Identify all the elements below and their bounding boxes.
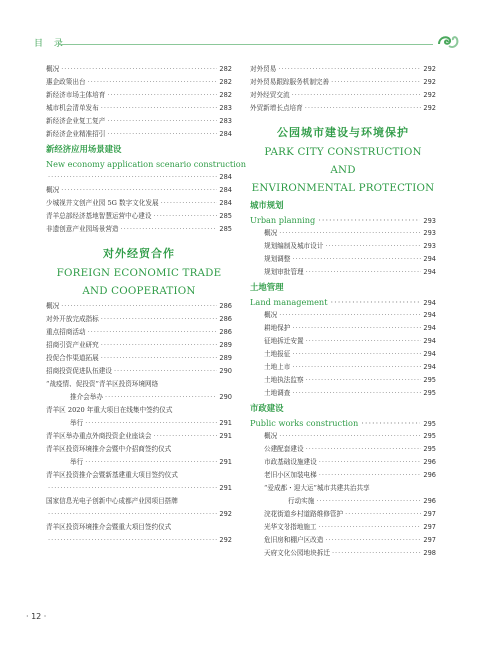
entry-title: 概况 [264,432,278,440]
toc-entry [250,102,436,115]
toc-entry [250,547,436,560]
toc-entry [46,63,232,76]
toc-entry [46,313,232,326]
dot-leader [278,63,421,76]
dot-leader [319,456,422,469]
header-rule [58,44,433,45]
dot-leader [85,417,217,430]
page-ref: 289 [219,341,232,349]
dot-leader [61,63,217,76]
toc-entry [46,223,232,236]
entry-title: 土地上市 [264,363,291,371]
entry-title: 新经济企业精准招引 [46,130,106,138]
entry-title: 招商引资产业研究 [46,341,99,349]
section-heading-en [250,416,436,430]
toc-entry [250,348,436,361]
page-ref: 292 [423,91,436,99]
dot-leader [114,365,217,378]
toc-entry [46,102,232,115]
chapter-title: 公园城市建设与环境保护 [277,126,409,139]
entry-title: 投促合作渠道拓展 [46,354,99,362]
page-ref: 296 [423,497,436,505]
toc-entry [46,115,232,128]
toc-entry: “爱成都・迎大运”城市共建共治共享 [264,484,370,492]
dot-leader [306,443,422,456]
dot-leader [325,240,421,253]
section-heading: 土地管理 [250,282,284,292]
toc-entry [250,253,436,266]
page-ref: 282 [219,78,232,86]
page-ref: 294 [423,363,436,371]
page-ref: 290 [219,393,232,401]
page-ref: 295 [423,389,436,397]
entry-title: 概况 [46,65,60,73]
chapter-title-en: FOREIGN ECONOMIC TRADE [56,267,222,279]
toc-entry-continuation [46,508,232,521]
toc-entry [46,89,232,102]
entry-title: 对外贸易跟踪服务机制完善 [250,78,330,86]
toc-entry: 青羊区投资环境推介会暨中介招商签约仪式 [46,445,172,453]
dot-leader [331,76,421,89]
dot-leader [331,295,421,309]
toc-entry: 青羊区 2020 年重大项目在线集中签约仪式 [46,406,173,414]
toc-entry [250,63,436,76]
dot-leader [319,521,422,534]
toc-entry: 青羊区投资环境推介会暨重大项目签约仪式 [46,523,172,531]
entry-title: 城市机会清单发布 [46,104,99,112]
chapter-title-en: PARK CITY CONSTRUCTION AND [264,146,422,176]
toc-entry: 青羊区投资推介会暨新基建重大项目签约仪式 [46,471,178,479]
entry-title: 对外开放完成指标 [46,315,99,323]
toc-column-right [250,63,436,560]
toc-entry [46,326,232,339]
entry-title: Urban planning [250,215,316,225]
entry-title: 规划调整 [264,255,291,263]
toc-entry [46,210,232,223]
dot-leader [292,348,421,361]
toc-entry [46,456,232,469]
page-ref: 286 [219,315,232,323]
toc-entry [250,456,436,469]
toc-entry [250,374,436,387]
toc-entry [46,352,232,365]
page-ref: 291 [219,419,232,427]
toc-entry [250,443,436,456]
entry-title: 举行 [70,419,84,427]
dot-leader [88,326,218,339]
entry-title: 市政基础设施建设 [264,458,317,466]
dot-leader [61,184,217,197]
page-ref: 282 [219,91,232,99]
entry-title: 概况 [46,186,60,194]
page-ref: 295 [423,432,436,440]
dot-leader [361,416,420,430]
dot-leader [154,430,218,443]
section-heading: 市政建设 [250,403,284,413]
dot-leader [85,456,217,469]
dot-leader [292,387,421,400]
page-ref: 294 [423,324,436,332]
dot-leader [107,128,217,141]
header-label: 目 录 [34,39,67,49]
toc-entry [250,266,436,279]
entry-title: 少城视井文创产业园 5G 数字文化发展 [46,199,159,207]
page-ref: 284 [219,173,232,181]
page-ref: 294 [423,311,436,319]
toc-entry-continuation [46,482,232,495]
page-ref: 283 [219,117,232,125]
page-ref: 292 [423,65,436,73]
entry-title: 惠企政策出台 [46,78,86,86]
section-heading: 新经济应用场景建设 [46,144,122,154]
dot-leader [61,300,217,313]
dot-leader [154,210,218,223]
entry-title: 征地拆迁安置 [264,337,304,345]
toc-entry [46,184,232,197]
page-ref: 296 [423,471,436,479]
entry-title: 概况 [46,302,60,310]
toc-entry [46,430,232,443]
page-ref: 293 [423,229,436,237]
section-heading-en [250,295,436,309]
section-heading: 城市规划 [250,200,284,210]
dot-leader [325,534,421,547]
entry-title: 光华文창指地施工 [264,523,317,531]
toc-entry [250,495,436,508]
entry-title: 概况 [264,311,278,319]
page-ref: 297 [423,523,436,531]
toc-entry [46,365,232,378]
dot-leader [48,508,217,521]
entry-title: 土地调查 [264,389,291,397]
dot-leader [279,309,421,322]
entry-title: 非遗创意产业园场景营造 [46,225,119,233]
chapter-title: 对外经贸合作 [103,247,175,260]
page-number: · 12 · [26,612,47,621]
swirl-logo-icon [436,32,460,52]
page-ref: 295 [423,445,436,453]
page-ref: 282 [219,65,232,73]
page-ref: 294 [423,299,436,307]
toc-entry: 国家信息光电子创新中心成都产业园项目搭牌 [46,497,178,505]
toc-entry [250,322,436,335]
toc-entry [250,309,436,322]
entry-title: 规划审批管理 [264,268,304,276]
entry-title: 青羊总部经济基地智慧运营中心建设 [46,212,152,220]
entry-title: 推介会举办 [70,393,103,401]
entry-title: 规划编制及城市设计 [264,242,324,250]
dot-leader [305,102,422,115]
entry-title: 行动实施 [288,497,315,505]
page-ref: 293 [423,217,436,225]
toc-column-left [46,63,246,547]
page-ref: 290 [219,367,232,375]
page-ref: 295 [423,420,436,428]
toc-entry [250,227,436,240]
entry-title: Land management [250,297,328,307]
entry-title: 土地报征 [264,350,291,358]
entry-title: 重点招商活动 [46,328,86,336]
entry-title: 新经济企业复工复产 [46,117,106,125]
toc-entry [250,508,436,521]
page-ref: 297 [423,510,436,518]
dot-leader [48,171,217,184]
entry-title: 土地执法监察 [264,376,304,384]
page-header [28,36,458,52]
toc-entry: “战疫情、促投资”青羊区投资环境网络 [46,380,159,388]
toc-entry [46,300,232,313]
dot-leader [105,391,217,404]
dot-leader [318,213,420,227]
page-ref: 294 [423,350,436,358]
page-ref: 283 [219,104,232,112]
page-ref: 294 [423,268,436,276]
toc-entry [250,534,436,547]
entry-title: 对外经贸交流 [250,91,290,99]
page-ref: 298 [423,549,436,557]
toc-entry [250,76,436,89]
entry-title: 公建配套建设 [264,445,304,453]
dot-leader [292,361,421,374]
dot-leader [279,430,421,443]
toc-entry [250,335,436,348]
page-ref: 294 [423,255,436,263]
page-ref: 294 [423,337,436,345]
page-ref: 289 [219,354,232,362]
page-ref: 291 [219,484,232,492]
dot-leader [292,322,421,335]
page-ref: 292 [219,510,232,518]
page-ref: 284 [219,199,232,207]
toc-entry [250,430,436,443]
entry-title: 耕地保护 [264,324,291,332]
page-ref: 284 [219,186,232,194]
page-ref: 297 [423,536,436,544]
entry-title: New economy application scenario construction [46,159,246,169]
page-ref: 284 [219,130,232,138]
toc-entry [250,469,436,482]
entry-title: 外贸新增长点培育 [250,104,303,112]
dot-leader [306,374,422,387]
entry-title: 招商投资促进队伍建设 [46,367,112,375]
dot-leader [88,76,218,89]
page-ref: 291 [219,458,232,466]
page-ref: 286 [219,328,232,336]
entry-title: 天府文化公园地块拆迁 [264,549,330,557]
page-ref: 292 [423,104,436,112]
entry-title: 危旧房和棚户区改造 [264,536,324,544]
dot-leader [332,547,421,560]
dot-leader [121,223,218,236]
toc-entry [46,128,232,141]
dot-leader [316,495,421,508]
dot-leader [279,227,421,240]
section-heading-en [250,213,436,227]
toc-entry [250,240,436,253]
dot-leader [101,102,218,115]
dot-leader [101,352,218,365]
entry-title: 新经济市场主体培育 [46,91,106,99]
toc-entry [250,89,436,102]
dot-leader [306,335,422,348]
dot-leader [107,89,217,102]
dot-leader [48,534,217,547]
chapter-title-en: ENVIRONMENTAL PROTECTION [251,182,435,194]
entry-title: 青羊区举办重点外商投资企业座谈会 [46,432,152,440]
dot-leader [292,253,421,266]
dot-leader [101,339,218,352]
entry-title: 老旧小区加装电梯 [264,471,317,479]
page-ref: 291 [219,432,232,440]
dot-leader [292,89,422,102]
entry-title: Public works construction [250,418,359,428]
page-ref: 296 [423,458,436,466]
dot-leader [345,508,421,521]
toc-entry [250,361,436,374]
toc-entry [46,417,232,430]
page-ref: 285 [219,212,232,220]
page-ref: 286 [219,302,232,310]
toc-entry [46,197,232,210]
toc-entry [250,387,436,400]
page-ref: 285 [219,225,232,233]
page-ref: 295 [423,376,436,384]
toc-entry [46,339,232,352]
toc-entry [46,391,232,404]
toc-entry [46,76,232,89]
entry-title: 举行 [70,458,84,466]
section-heading-en [46,157,246,171]
entry-title: 概况 [264,229,278,237]
page-ref: 293 [423,242,436,250]
dot-leader [306,266,422,279]
toc-entry [250,521,436,534]
chapter-title-en: AND COOPERATION [82,285,196,297]
toc-entry-continuation [46,171,232,184]
toc-entry-continuation [46,534,232,547]
entry-title: 浣花街道乡村道路维修管护 [264,510,344,518]
dot-leader [101,313,218,326]
dot-leader [107,115,217,128]
dot-leader [161,197,218,210]
dot-leader [48,482,217,495]
entry-title: 对外贸易 [250,65,277,73]
page-ref: 292 [219,536,232,544]
dot-leader [319,469,422,482]
page-ref: 292 [423,78,436,86]
